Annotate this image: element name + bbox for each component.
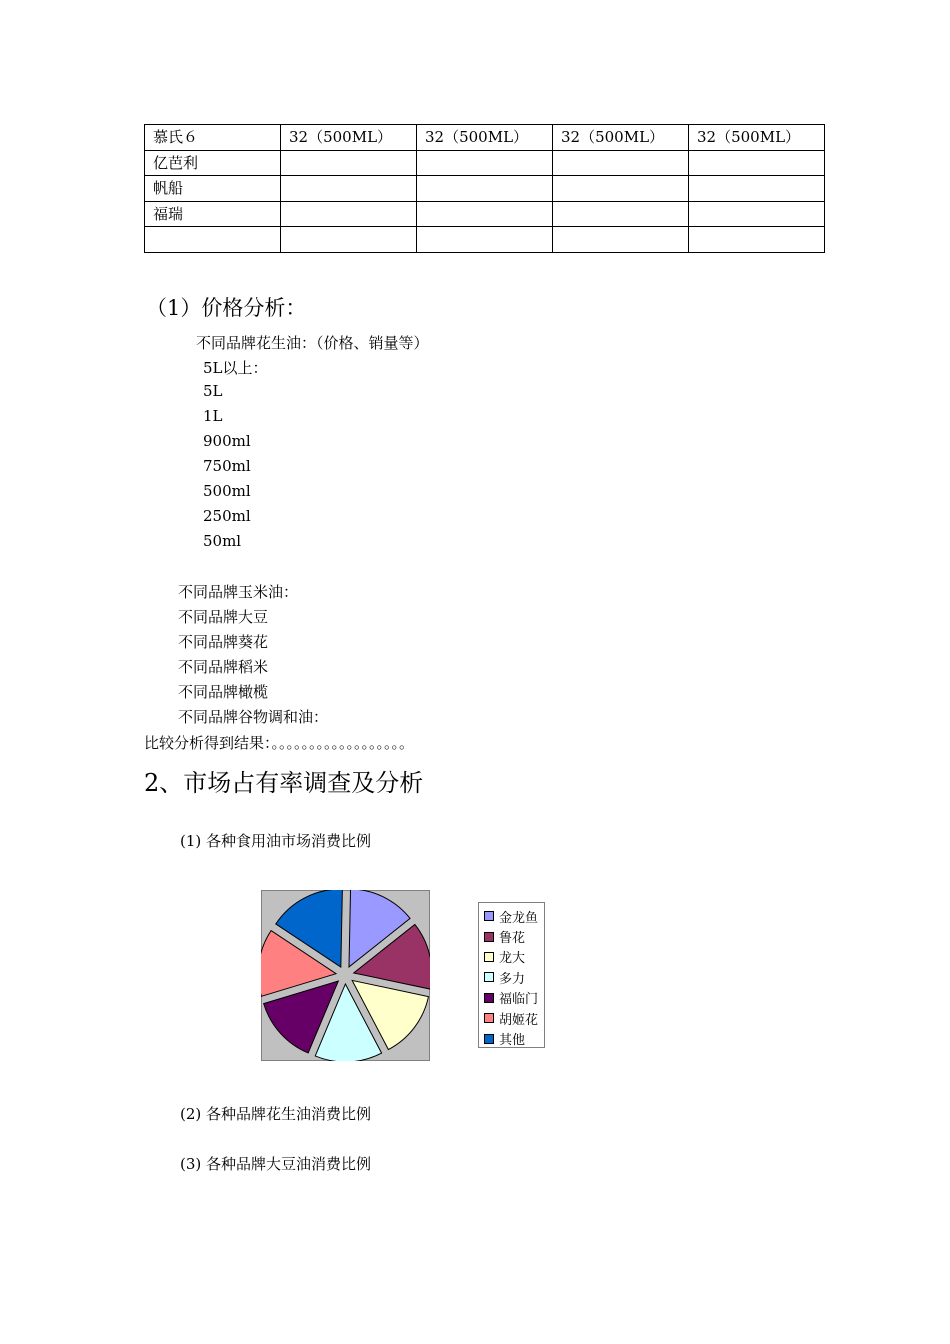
table-cell [553, 150, 689, 176]
legend-item [479, 967, 544, 987]
price-analysis-heading: （1）价格分析： [146, 296, 307, 320]
legend-item [479, 926, 544, 946]
oil-type-item: 不同品牌橄榄 [178, 683, 269, 701]
table-row [145, 150, 825, 176]
table-cell: 福瑞 [145, 201, 281, 227]
table-cell [281, 176, 417, 202]
legend-item [479, 1008, 544, 1028]
brand-price-table [144, 124, 825, 253]
oil-type-item: 不同品牌葵花 [178, 633, 269, 651]
oil-type-item: 不同品牌玉米油： [178, 583, 299, 601]
table-row [145, 227, 825, 253]
legend-label: 福临门 [499, 992, 539, 1008]
legend-swatch [484, 911, 494, 921]
pie-chart [261, 890, 430, 1061]
table-cell [553, 201, 689, 227]
legend-label: 胡姬花 [499, 1012, 539, 1028]
subheading-oil-consumption: (1) 各种食用油市场消费比例 [180, 832, 372, 850]
legend-swatch [484, 1034, 494, 1044]
peanut-oil-intro: 不同品牌花生油：（价格、销量等） [196, 334, 429, 352]
bottle-size-item: 500ml [203, 482, 251, 500]
bottle-size-item: 750ml [203, 457, 251, 475]
oil-type-item: 不同品牌谷物调和油： [178, 708, 329, 726]
bottle-size-item: 50ml [203, 532, 242, 550]
table-cell [417, 150, 553, 176]
table-cell: 帆船 [145, 176, 281, 202]
bottle-size-item: 5L以上： [203, 359, 268, 377]
legend-swatch [484, 993, 494, 1003]
table-cell [145, 227, 281, 253]
bottle-size-item: 900ml [203, 432, 251, 450]
table-cell: 32（500ML） [553, 125, 689, 151]
pie-chart-legend [478, 902, 545, 1048]
table-cell [553, 227, 689, 253]
subheading-soybean-brands: (3) 各种品牌大豆油消费比例 [180, 1155, 372, 1173]
legend-item [479, 906, 544, 926]
table-cell [417, 176, 553, 202]
table-cell [689, 201, 825, 227]
table-cell [281, 227, 417, 253]
bottle-size-item: 5L [203, 382, 223, 400]
table-cell [281, 150, 417, 176]
subheading-peanut-brands: (2) 各种品牌花生油消费比例 [180, 1105, 372, 1123]
legend-item [479, 947, 544, 967]
legend-label: 鲁花 [499, 931, 526, 947]
table-cell [417, 227, 553, 253]
table-cell [689, 150, 825, 176]
comparison-conclusion: 比较分析得到结果：。。。。。。。。。。。。。。。。。。 [144, 734, 415, 752]
legend-label: 龙大 [499, 951, 526, 967]
table-row [145, 176, 825, 202]
legend-swatch [484, 1013, 494, 1023]
oil-type-item: 不同品牌稻米 [178, 658, 269, 676]
market-share-heading: 2、市场占有率调查及分析 [144, 769, 424, 797]
table-row [145, 125, 825, 151]
legend-item [479, 1028, 544, 1048]
legend-swatch [484, 952, 494, 962]
table-cell: 慕氏６ [145, 125, 281, 151]
table-cell [689, 227, 825, 253]
oil-type-item: 不同品牌大豆 [178, 608, 269, 626]
table-cell: 32（500ML） [417, 125, 553, 151]
table-cell [689, 176, 825, 202]
table-cell: 32（500ML） [689, 125, 825, 151]
table-cell: 亿芭利 [145, 150, 281, 176]
legend-swatch [484, 972, 494, 982]
table-cell: 32（500ML） [281, 125, 417, 151]
legend-swatch [484, 932, 494, 942]
table-cell [553, 176, 689, 202]
legend-item [479, 988, 544, 1008]
table-cell [417, 201, 553, 227]
legend-label: 其他 [499, 1033, 526, 1049]
legend-label: 多力 [499, 971, 526, 987]
table-row [145, 201, 825, 227]
bottle-size-item: 1L [203, 407, 223, 425]
bottle-size-item: 250ml [203, 507, 251, 525]
table-cell [281, 201, 417, 227]
legend-label: 金龙鱼 [499, 910, 539, 926]
